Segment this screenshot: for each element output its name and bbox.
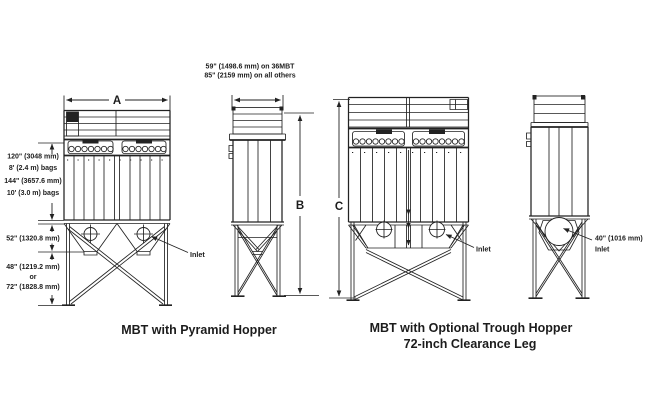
inlet-arrow [152, 237, 189, 253]
trough-hopper-side [531, 218, 588, 252]
rail-frame [534, 96, 585, 123]
leg-dim-line3: 72" (1828.8 mm) [6, 284, 60, 291]
captions [121, 321, 572, 351]
bag-dim-line3: 144" (3657.6 mm) [4, 178, 62, 185]
inlet-label: Inlet [190, 250, 205, 259]
pyramid-front-view [4, 95, 205, 306]
support-legs [62, 224, 172, 306]
inlet-opening [545, 218, 573, 246]
cap-band [230, 134, 286, 140]
housing-body [527, 127, 591, 219]
panel-lines [74, 156, 160, 221]
hopper-outline [64, 224, 170, 256]
trough-side-view [527, 95, 643, 298]
housing-frame [64, 111, 170, 221]
body-edges [233, 140, 282, 222]
dim-width-a [64, 95, 170, 111]
bag-cups-right [413, 139, 464, 144]
outer-edges [64, 111, 170, 221]
guardrail-lines [349, 98, 469, 128]
extension-lines [232, 95, 283, 108]
dim-height-b [284, 113, 319, 296]
inlet-callout-pyramid [152, 237, 206, 260]
inlet-callout-trough [446, 235, 491, 254]
hopper-side [233, 225, 282, 255]
hopper-dim-label: 52" (1320.8 mm) [6, 235, 60, 243]
dim-letter-a: A [112, 95, 122, 107]
body-panel-lines [248, 140, 271, 222]
door-latch [527, 133, 532, 147]
body-edges [531, 127, 588, 216]
cross-braces [68, 227, 166, 305]
housing-body [229, 140, 284, 225]
pyramid-side-view [204, 64, 319, 297]
body-panel-lines [549, 127, 572, 216]
guardrail-lines [64, 111, 170, 137]
caption-trough-line1: MBT with Optional Trough Hopper [369, 321, 573, 335]
pyramid-hoppers [64, 224, 170, 256]
bag-cups-left [69, 146, 113, 151]
caption-trough-line2: 72-inch Clearance Leg [403, 337, 537, 351]
tube-sheet [349, 129, 469, 153]
valve-blocks [376, 130, 445, 135]
hopper-v [233, 225, 282, 255]
bag-dim-line2: 8' (2.4 m) bags [8, 165, 58, 172]
tube-sheet [64, 139, 170, 160]
inlet-label: Inlet [476, 244, 491, 254]
top-note-line1: 59" (1498.6 mm) on 36MBT [205, 63, 295, 71]
inlet-label: Inlet [595, 246, 610, 254]
top-note-line2: 85" (2159 mm) on all others [204, 72, 296, 80]
bag-cups-left [353, 139, 404, 144]
dim-letter-b: B [295, 200, 305, 212]
leg-dim-line1: 48" (1219.2 mm) [6, 264, 60, 271]
inlet-size-label: 40" (1016 mm) [595, 235, 643, 243]
left-dimension-stack [4, 143, 84, 306]
rail-lines [534, 105, 585, 114]
access-cage-top [67, 112, 79, 122]
guardrail [230, 107, 286, 141]
trough-front-view [329, 98, 491, 301]
cross-braces [354, 250, 463, 301]
bag-dim-line1: 120" (3048 mm) [7, 153, 59, 161]
bag-dim-line4: 10' (3.0 m) bags [6, 190, 60, 197]
support-legs [231, 225, 286, 296]
caption-pyramid: MBT with Pyramid Hopper [121, 323, 277, 337]
guardrail [531, 95, 588, 127]
bag-panels [349, 148, 469, 246]
top-width-note [204, 64, 295, 108]
center-dim-arrows [406, 210, 410, 246]
rail-lines [233, 114, 282, 127]
bag-panels [64, 156, 170, 221]
dim-letter-c: C [334, 201, 344, 213]
leg-dim-line2: or [29, 274, 37, 281]
bag-cups-right [123, 146, 166, 151]
